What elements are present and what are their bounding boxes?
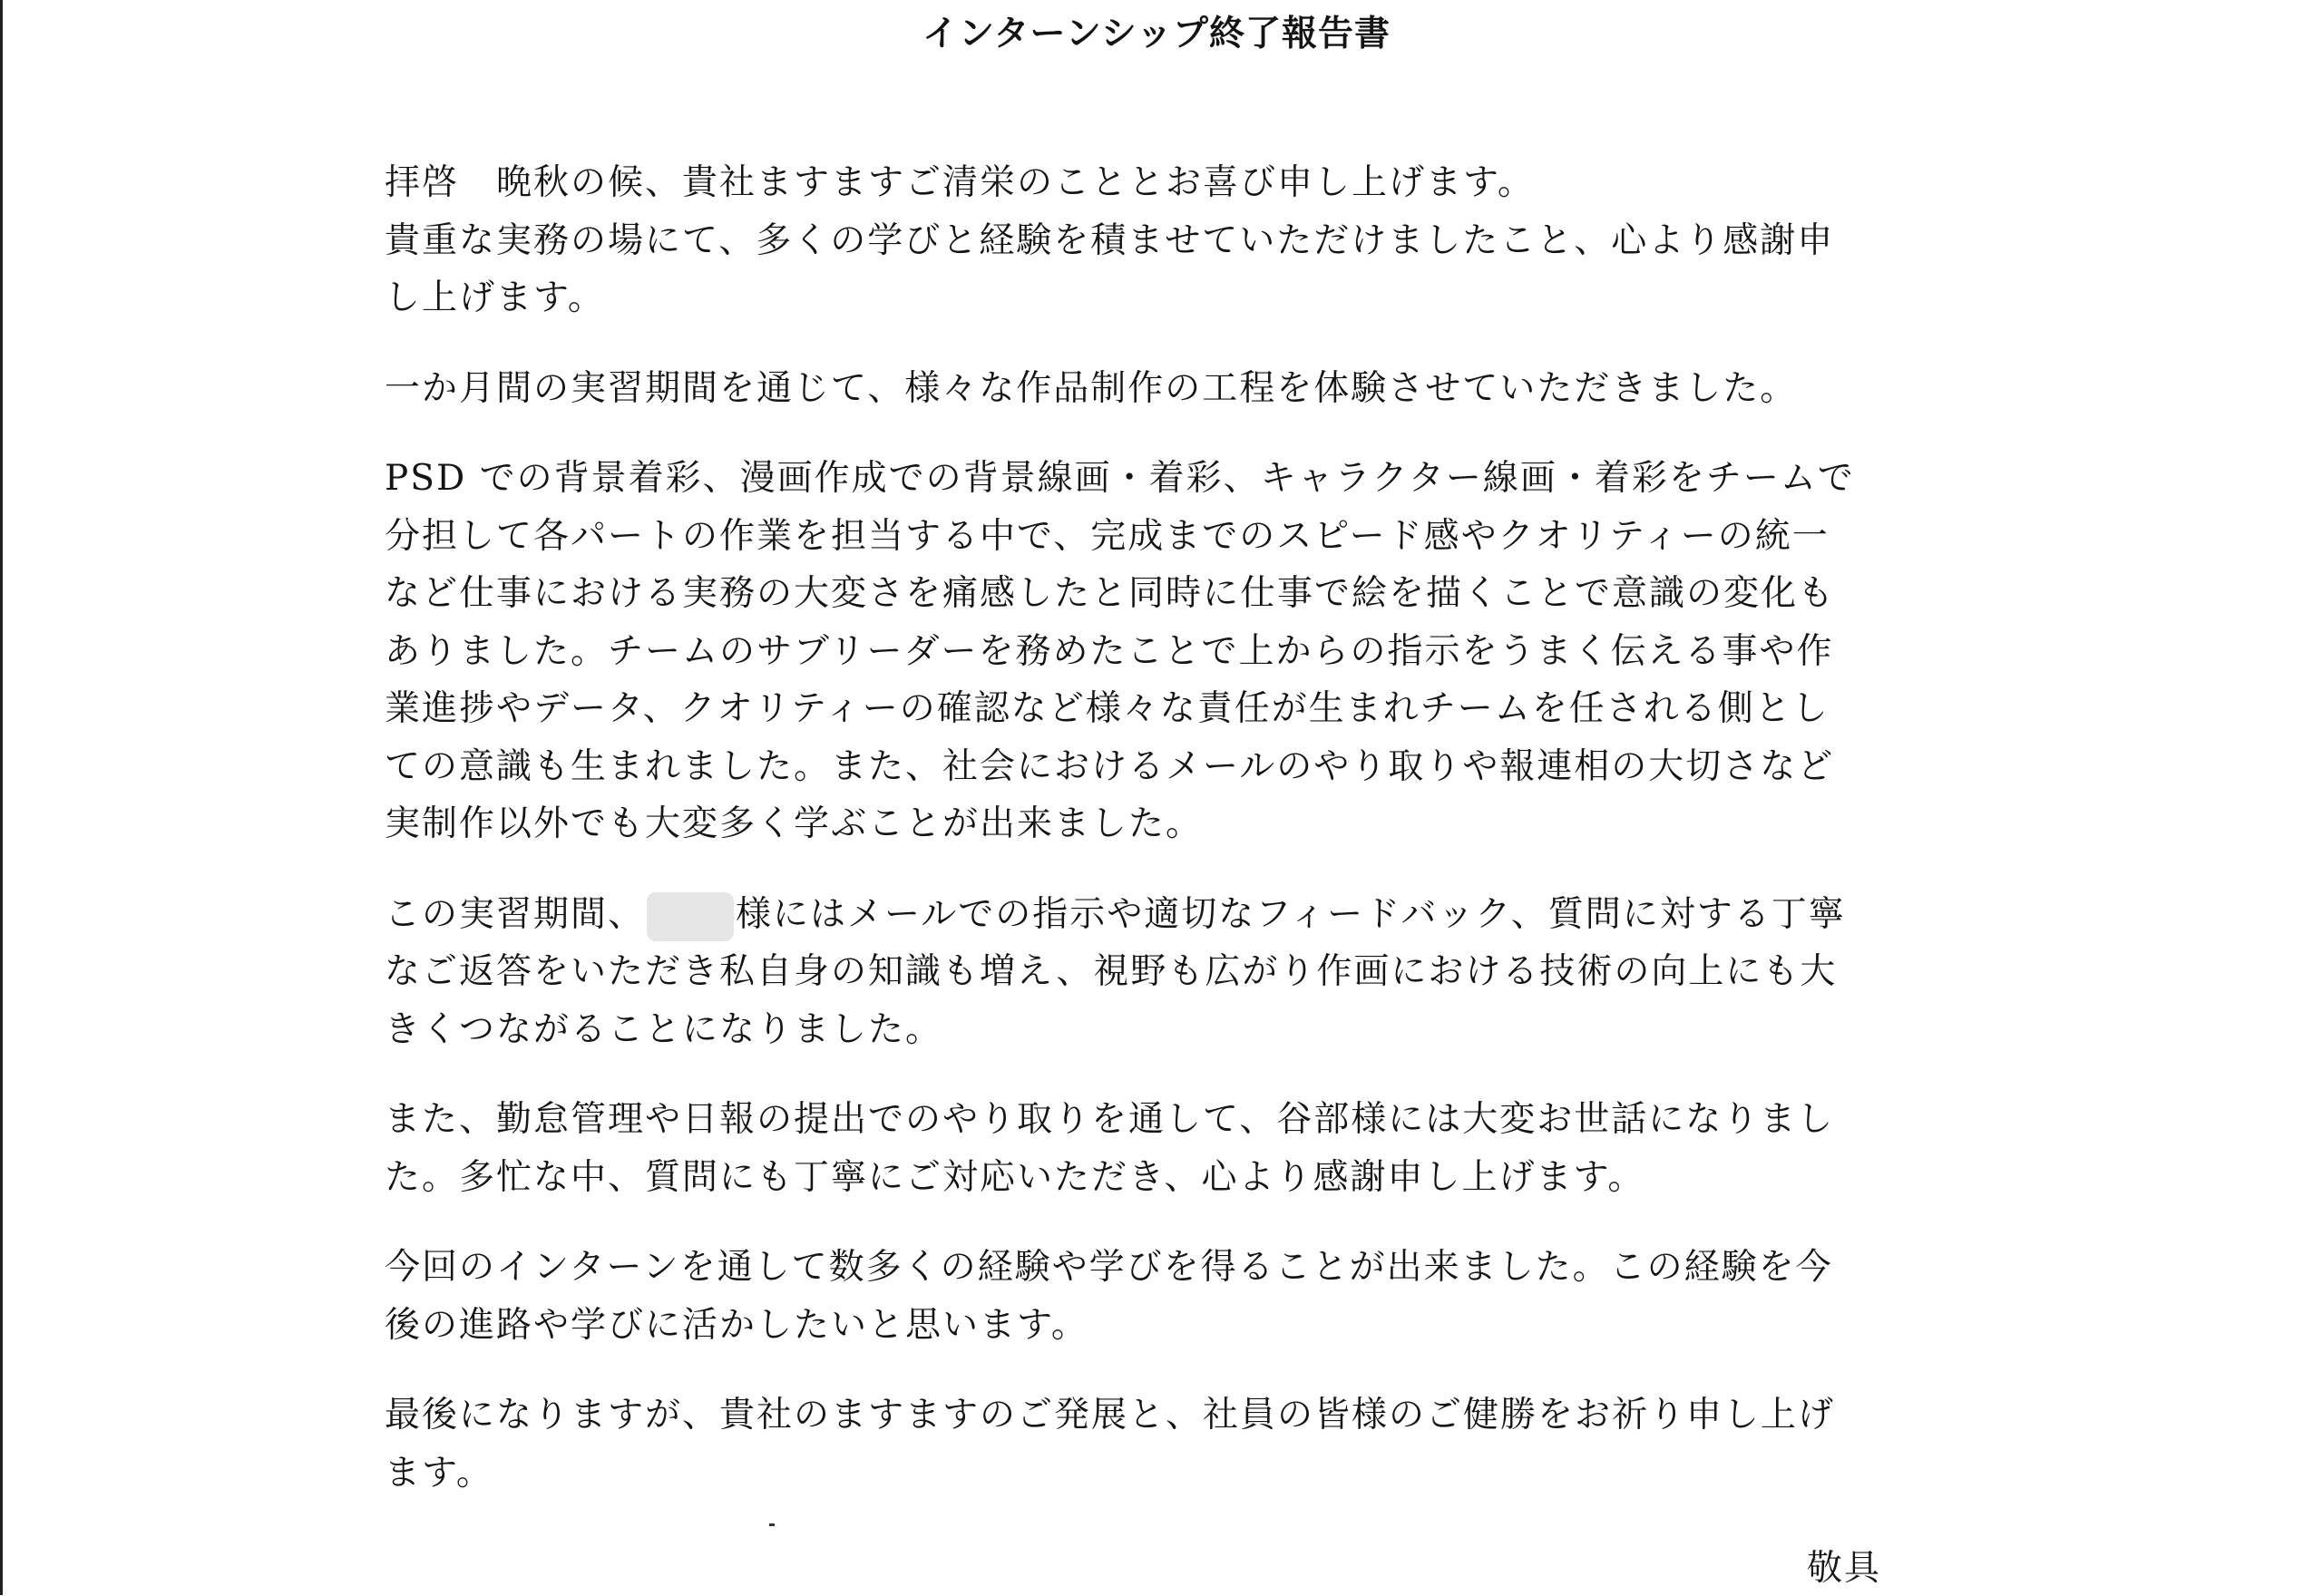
- text-line: PSD での背景着彩、漫画作成での背景線画・着彩、キャラクター線画・着彩をチームで: [385, 458, 1855, 499]
- paragraph-overview: [385, 360, 1945, 418]
- paragraph-closing-wishes: [385, 1387, 1945, 1502]
- scan-edge-line: [0, 0, 3, 1595]
- text-segment: この実習期間、: [385, 893, 646, 935]
- text-line: 今回のインターンを通して数多くの経験や学びを得ることが出来ました。この経験を今: [385, 1247, 1833, 1288]
- text-line: 分担して各パートの作業を担当する中で、完成までのスピード感やクオリティーの統一: [385, 515, 1830, 557]
- letter-body: [385, 154, 1945, 1534]
- closing-salutation: 敬具: [1806, 1548, 1881, 1589]
- text-line: 業進捗やデータ、クオリティーの確認など様々な責任が生まれチームを任される側とし: [385, 688, 1830, 729]
- text-line: 貴重な実務の場にて、多くの学びと経験を積ませていただけましたこと、心より感謝申: [385, 219, 1835, 261]
- text-segment: 様にはメールでの指示や適切なフィードバック、質問に対する丁寧: [736, 893, 1846, 935]
- redacted-name: [647, 892, 734, 941]
- text-line: なご返答をいただき私自身の知識も増え、視野も広がり作画における技術の向上にも大: [385, 951, 1838, 992]
- text-line: 最後になりますが、貴社のますますのご発展と、社員の皆様のご健勝をお祈り申し上げ: [385, 1395, 1836, 1435]
- paragraph-reflection: [385, 1239, 1945, 1354]
- text-line: 後の進路や学びに活かしたいと思います。: [385, 1304, 1088, 1346]
- text-line: ます。: [385, 1452, 493, 1494]
- text-line: 実制作以外でも大変多く学ぶことが出来ました。: [385, 803, 1204, 844]
- text-line: 一か月間の実習期間を通じて、様々な作品制作の工程を体験させていただきました。: [385, 367, 1798, 409]
- text-line: 拝啓 晩秋の候、貴社ますますご清栄のこととお喜び申し上げます。: [385, 162, 1535, 203]
- text-line: など仕事における実務の大変さを痛感したと同時に仕事で絵を描くことで意識の変化も: [385, 573, 1836, 614]
- text-line: し上げます。: [385, 277, 605, 318]
- scan-speck: [769, 1523, 775, 1526]
- text-line: ありました。チームのサブリーダーを務めたことで上からの指示をうまく伝える事や作: [385, 630, 1834, 672]
- paragraph-greeting: [385, 154, 1945, 327]
- document-title: インターンシップ終了報告書: [922, 14, 1391, 54]
- paragraph-mentor-thanks: [385, 886, 1945, 1059]
- text-line: た。多忙な中、質問にも丁寧にご対応いただき、心より感謝申し上げます。: [385, 1156, 1645, 1198]
- text-line: [385, 886, 1945, 944]
- text-line: また、勤怠管理や日報の提出でのやり取りを通して、谷部様には大変お世話になりまし: [385, 1099, 1835, 1140]
- paragraph-work-details: [385, 450, 1945, 853]
- paragraph-admin-thanks: [385, 1091, 1945, 1206]
- text-line: きくつながることになりました。: [385, 1008, 943, 1050]
- text-line: ての意識も生まれました。また、社会におけるメールのやり取りや報連相の大切さなど: [385, 745, 1835, 787]
